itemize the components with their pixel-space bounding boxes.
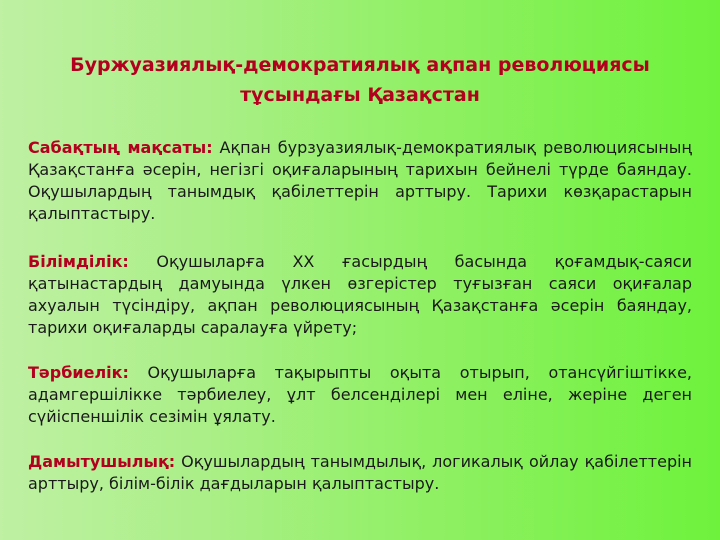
lesson-aim-text: Ақпан бурзуазиялық-демократиялық революциясының Қазақстанға әсерін, негізгі оқиғаларының тарихын бейнелі түрде баяндау. Оқушылардың танымдық қабілеттерін арттыру. Тарихи көзқарастарын қалыптастыру. — [28, 138, 693, 223]
educational-goal-label: Білімділік: — [28, 252, 129, 271]
slide-title-line-1: Буржуазиялық-демократиялық ақпан революциясы — [70, 54, 650, 76]
upbringing-goal-text: Оқушыларға тақырыпты оқыта отырып, отансүйгіштікке, адамгершілікке тәрбиелеу, ұлт белсенділері мен еліне, жеріне деген сүйіспеншілік сезімін ұялату. — [28, 363, 692, 426]
upbringing-goal-paragraph — [28, 362, 692, 428]
lesson-aim-label: Сабақтың мақсаты: — [28, 138, 213, 157]
slide-title — [20, 50, 700, 110]
developmental-goal-label: Дамытушылық: — [28, 452, 176, 471]
upbringing-goal-label: Тәрбиелік: — [28, 363, 129, 382]
slide-title-line-2: тұсындағы Қазақстан — [240, 84, 480, 106]
lesson-aim-paragraph — [28, 137, 692, 225]
educational-goal-text: Оқушыларға ХХ ғасырдың басында қоғамдық-саяси қатынастардың дамуында үлкен өзгерістер туғызған саяси оқиғалар ахуалын түсіндіру, ақпан революциясының Қазақстанға әсерін баяндау, тарихи оқиғаларды саралауға үйрету; — [28, 252, 692, 337]
developmental-goal-paragraph — [28, 451, 692, 495]
developmental-goal-text: Оқушылардың танымдылық, логикалық ойлау қабілеттерін арттыру, білім-білік дағдыларын қалыптастыру. — [28, 452, 692, 493]
educational-goal-paragraph — [28, 251, 692, 339]
